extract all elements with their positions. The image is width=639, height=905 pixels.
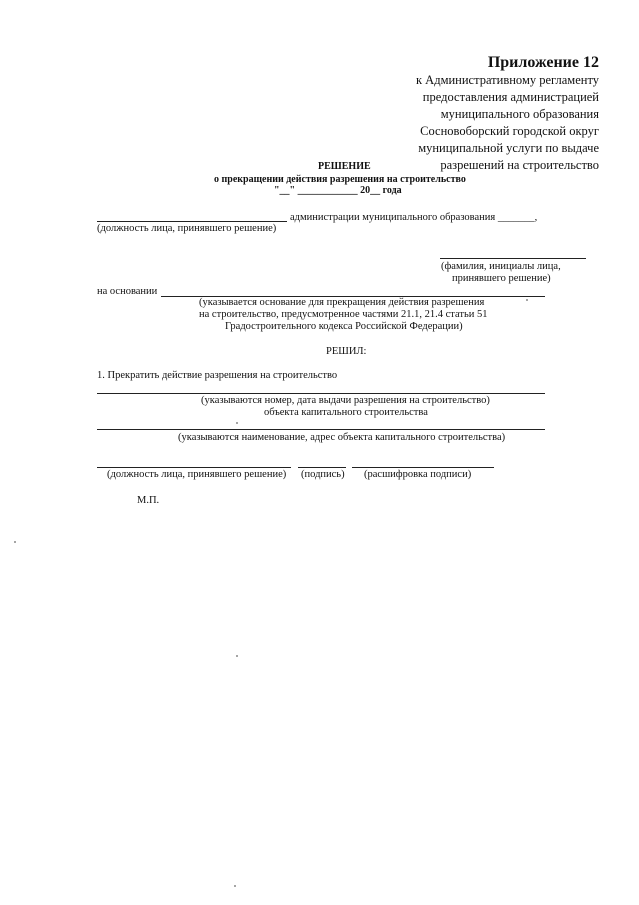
appendix-line-4: Сосновоборский городской округ	[420, 124, 599, 138]
fio-caption-2: принявшего решение)	[452, 273, 551, 284]
appendix-title: Приложение 12	[487, 54, 599, 71]
scan-speck	[234, 885, 236, 887]
permit-caption-1: (указываются номер, дата выдачи разрешения на строительство)	[201, 395, 490, 406]
object-caption: (указываются наименование, адрес объекта капитального строительства)	[178, 432, 506, 443]
signature-sign-line	[298, 467, 346, 468]
official-caption: (должность лица, принявшего решение)	[97, 223, 277, 234]
basis-caption-3: Градостроительного кодекса Российской Федерации)	[225, 321, 463, 332]
signature-position-line	[97, 467, 291, 468]
decision-date: "__" ____________ 20__ года	[274, 185, 402, 196]
scan-speck	[236, 655, 238, 657]
official-position-line	[97, 221, 287, 222]
decided-heading: РЕШИЛ:	[326, 346, 367, 357]
basis-caption-1: (указывается основание для прекращения действия разрешения	[199, 297, 485, 308]
appendix-line-5: муниципальной услуги по выдаче	[418, 141, 599, 155]
signature-position-caption: (должность лица, принявшего решение)	[107, 469, 287, 480]
scan-speck	[14, 541, 16, 543]
signature-name-caption: (расшифровка подписи)	[364, 469, 472, 480]
signature-sign-caption: (подпись)	[301, 469, 345, 480]
item-1-text: 1. Прекратить действие разрешения на строительство	[97, 370, 338, 381]
scan-speck	[236, 422, 238, 424]
permit-caption-2: объекта капитального строительства	[264, 407, 428, 418]
appendix-line-3: муниципального образования	[440, 107, 599, 121]
decision-title: РЕШЕНИЕ	[318, 161, 371, 172]
appendix-line-1: к Административному регламенту	[415, 73, 599, 87]
fio-caption-1: (фамилия, инициалы лица,	[441, 261, 561, 272]
stamp-label: М.П.	[137, 495, 160, 506]
admin-text: администрации муниципального образования _______,	[290, 212, 538, 223]
decision-subtitle: о прекращении действия разрешения на строительство	[214, 174, 466, 185]
appendix-line-6: разрешений на строительство	[440, 158, 599, 172]
permit-line	[97, 393, 545, 394]
basis-label: на основании	[97, 286, 158, 297]
signature-name-line	[352, 467, 494, 468]
appendix-line-2: предоставления администрацией	[422, 90, 599, 104]
object-line	[97, 429, 545, 430]
fio-line	[440, 258, 586, 259]
basis-caption-2: на строительство, предусмотренное частями 21.1, 21.4 статьи 51	[199, 309, 488, 320]
scan-speck	[526, 299, 528, 301]
